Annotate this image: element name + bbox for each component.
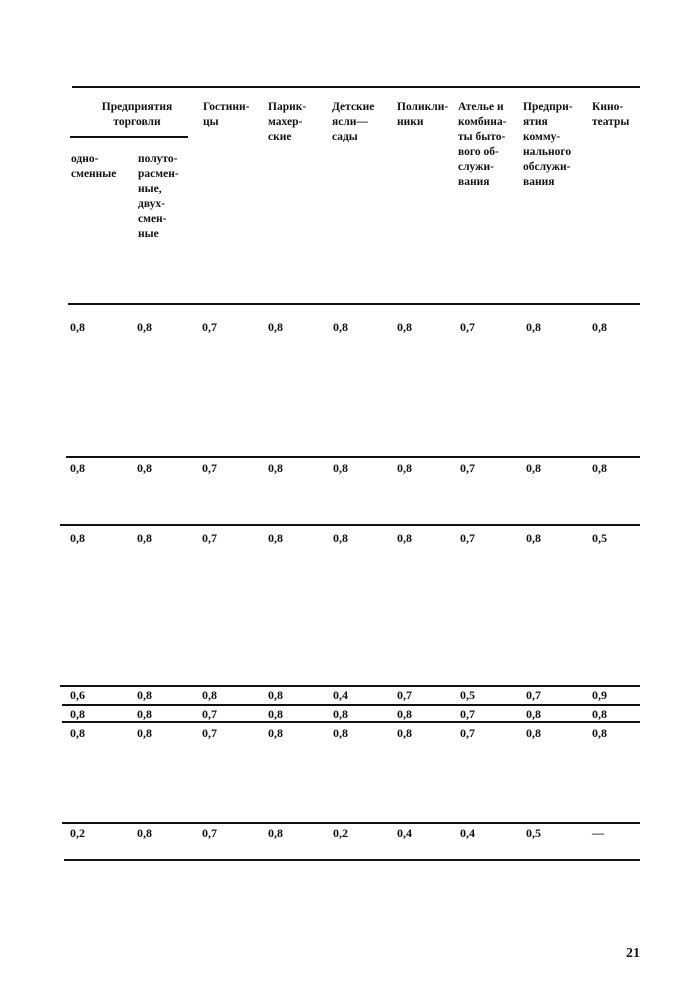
table-cell: 0,7 — [397, 688, 412, 702]
row-rule — [62, 704, 640, 706]
header-ateliers: Ателье и комбина- ты быто- вого об- служи- вания — [458, 101, 507, 188]
header-multi-shift: полуто- расмен- ные, двух- смен- ные — [138, 153, 179, 240]
table-cell: 0,8 — [333, 461, 348, 475]
table-cell: 0,7 — [202, 531, 217, 545]
header-hotels: Гостини- цы — [203, 101, 250, 128]
table-cell: 0,8 — [397, 461, 412, 475]
table-cell: 0,7 — [202, 826, 217, 840]
table-cell: 0,2 — [333, 826, 348, 840]
table-cell: 0,8 — [70, 726, 85, 740]
table-cell: 0,4 — [397, 826, 412, 840]
table-cell: 0,8 — [70, 461, 85, 475]
table-cell: 0,7 — [460, 461, 475, 475]
table-cell: 0,8 — [592, 461, 607, 475]
header-hairdressers: Парик- махер- ские — [268, 101, 307, 143]
table-cell: 0,8 — [397, 531, 412, 545]
table-cell: 0,8 — [333, 320, 348, 334]
header-trade-enterprises: Предприятия торговли — [101, 101, 173, 128]
table-cell: 0,7 — [202, 707, 217, 721]
table-cell: 0,8 — [268, 726, 283, 740]
table-cell: 0,8 — [397, 707, 412, 721]
header-group-underline — [70, 136, 188, 138]
table-top-rule — [72, 86, 640, 88]
table-cell: 0,8 — [268, 461, 283, 475]
table-cell: 0,7 — [460, 531, 475, 545]
header-one-shift: одно- сменные — [71, 153, 117, 180]
table-cell: 0,8 — [70, 531, 85, 545]
table-cell: 0,8 — [592, 726, 607, 740]
table-cell: 0,8 — [137, 826, 152, 840]
table-cell: 0,4 — [333, 688, 348, 702]
table-cell: 0,7 — [460, 726, 475, 740]
table-cell: 0,7 — [460, 707, 475, 721]
row-rule — [66, 456, 640, 458]
table-cell: 0,8 — [333, 707, 348, 721]
table-cell: 0,5 — [592, 531, 607, 545]
table-cell: — — [592, 826, 604, 840]
header-cinemas: Кино- театры — [592, 101, 630, 128]
table-cell: 0,8 — [137, 320, 152, 334]
row-rule — [60, 524, 640, 526]
table-cell: 0,8 — [526, 531, 541, 545]
header-polyclinics: Поликли- ники — [397, 101, 449, 128]
row-rule — [60, 685, 640, 687]
table-cell: 0,8 — [592, 707, 607, 721]
header-kindergartens: Детские ясли— сады — [332, 101, 375, 143]
table-cell: 0,8 — [526, 707, 541, 721]
table-cell: 0,8 — [137, 688, 152, 702]
table-cell: 0,9 — [592, 688, 607, 702]
table-bottom-rule — [64, 859, 640, 861]
table-cell: 0,8 — [70, 320, 85, 334]
table-cell: 0,4 — [460, 826, 475, 840]
header-bottom-rule — [68, 303, 640, 305]
table-cell: 0,6 — [70, 688, 85, 702]
table-cell: 0,5 — [526, 826, 541, 840]
table-cell: 0,8 — [70, 707, 85, 721]
table-cell: 0,5 — [460, 688, 475, 702]
table-cell: 0,8 — [268, 826, 283, 840]
table-cell: 0,2 — [70, 826, 85, 840]
table-cell: 0,8 — [268, 688, 283, 702]
table-cell: 0,7 — [460, 320, 475, 334]
table-cell: 0,8 — [526, 461, 541, 475]
row-rule — [62, 822, 640, 824]
table-cell: 0,8 — [333, 531, 348, 545]
table-cell: 0,8 — [397, 320, 412, 334]
table-cell: 0,8 — [137, 531, 152, 545]
table-cell: 0,8 — [137, 461, 152, 475]
table-cell: 0,7 — [526, 688, 541, 702]
header-communal-services: Предпри- ятия комму- нального обслужи- вания — [523, 101, 573, 188]
table-cell: 0,8 — [137, 726, 152, 740]
table-cell: 0,8 — [268, 320, 283, 334]
page-number: 21 — [626, 946, 640, 961]
table-cell: 0,8 — [333, 726, 348, 740]
table-cell: 0,8 — [268, 531, 283, 545]
table-cell: 0,7 — [202, 726, 217, 740]
table-cell: 0,7 — [202, 461, 217, 475]
table-cell: 0,8 — [397, 726, 412, 740]
table-cell: 0,8 — [137, 707, 152, 721]
table-cell: 0,7 — [202, 320, 217, 334]
table-cell: 0,8 — [526, 320, 541, 334]
table-cell: 0,8 — [592, 320, 607, 334]
table-cell: 0,8 — [202, 688, 217, 702]
table-cell: 0,8 — [268, 707, 283, 721]
table-cell: 0,8 — [526, 726, 541, 740]
